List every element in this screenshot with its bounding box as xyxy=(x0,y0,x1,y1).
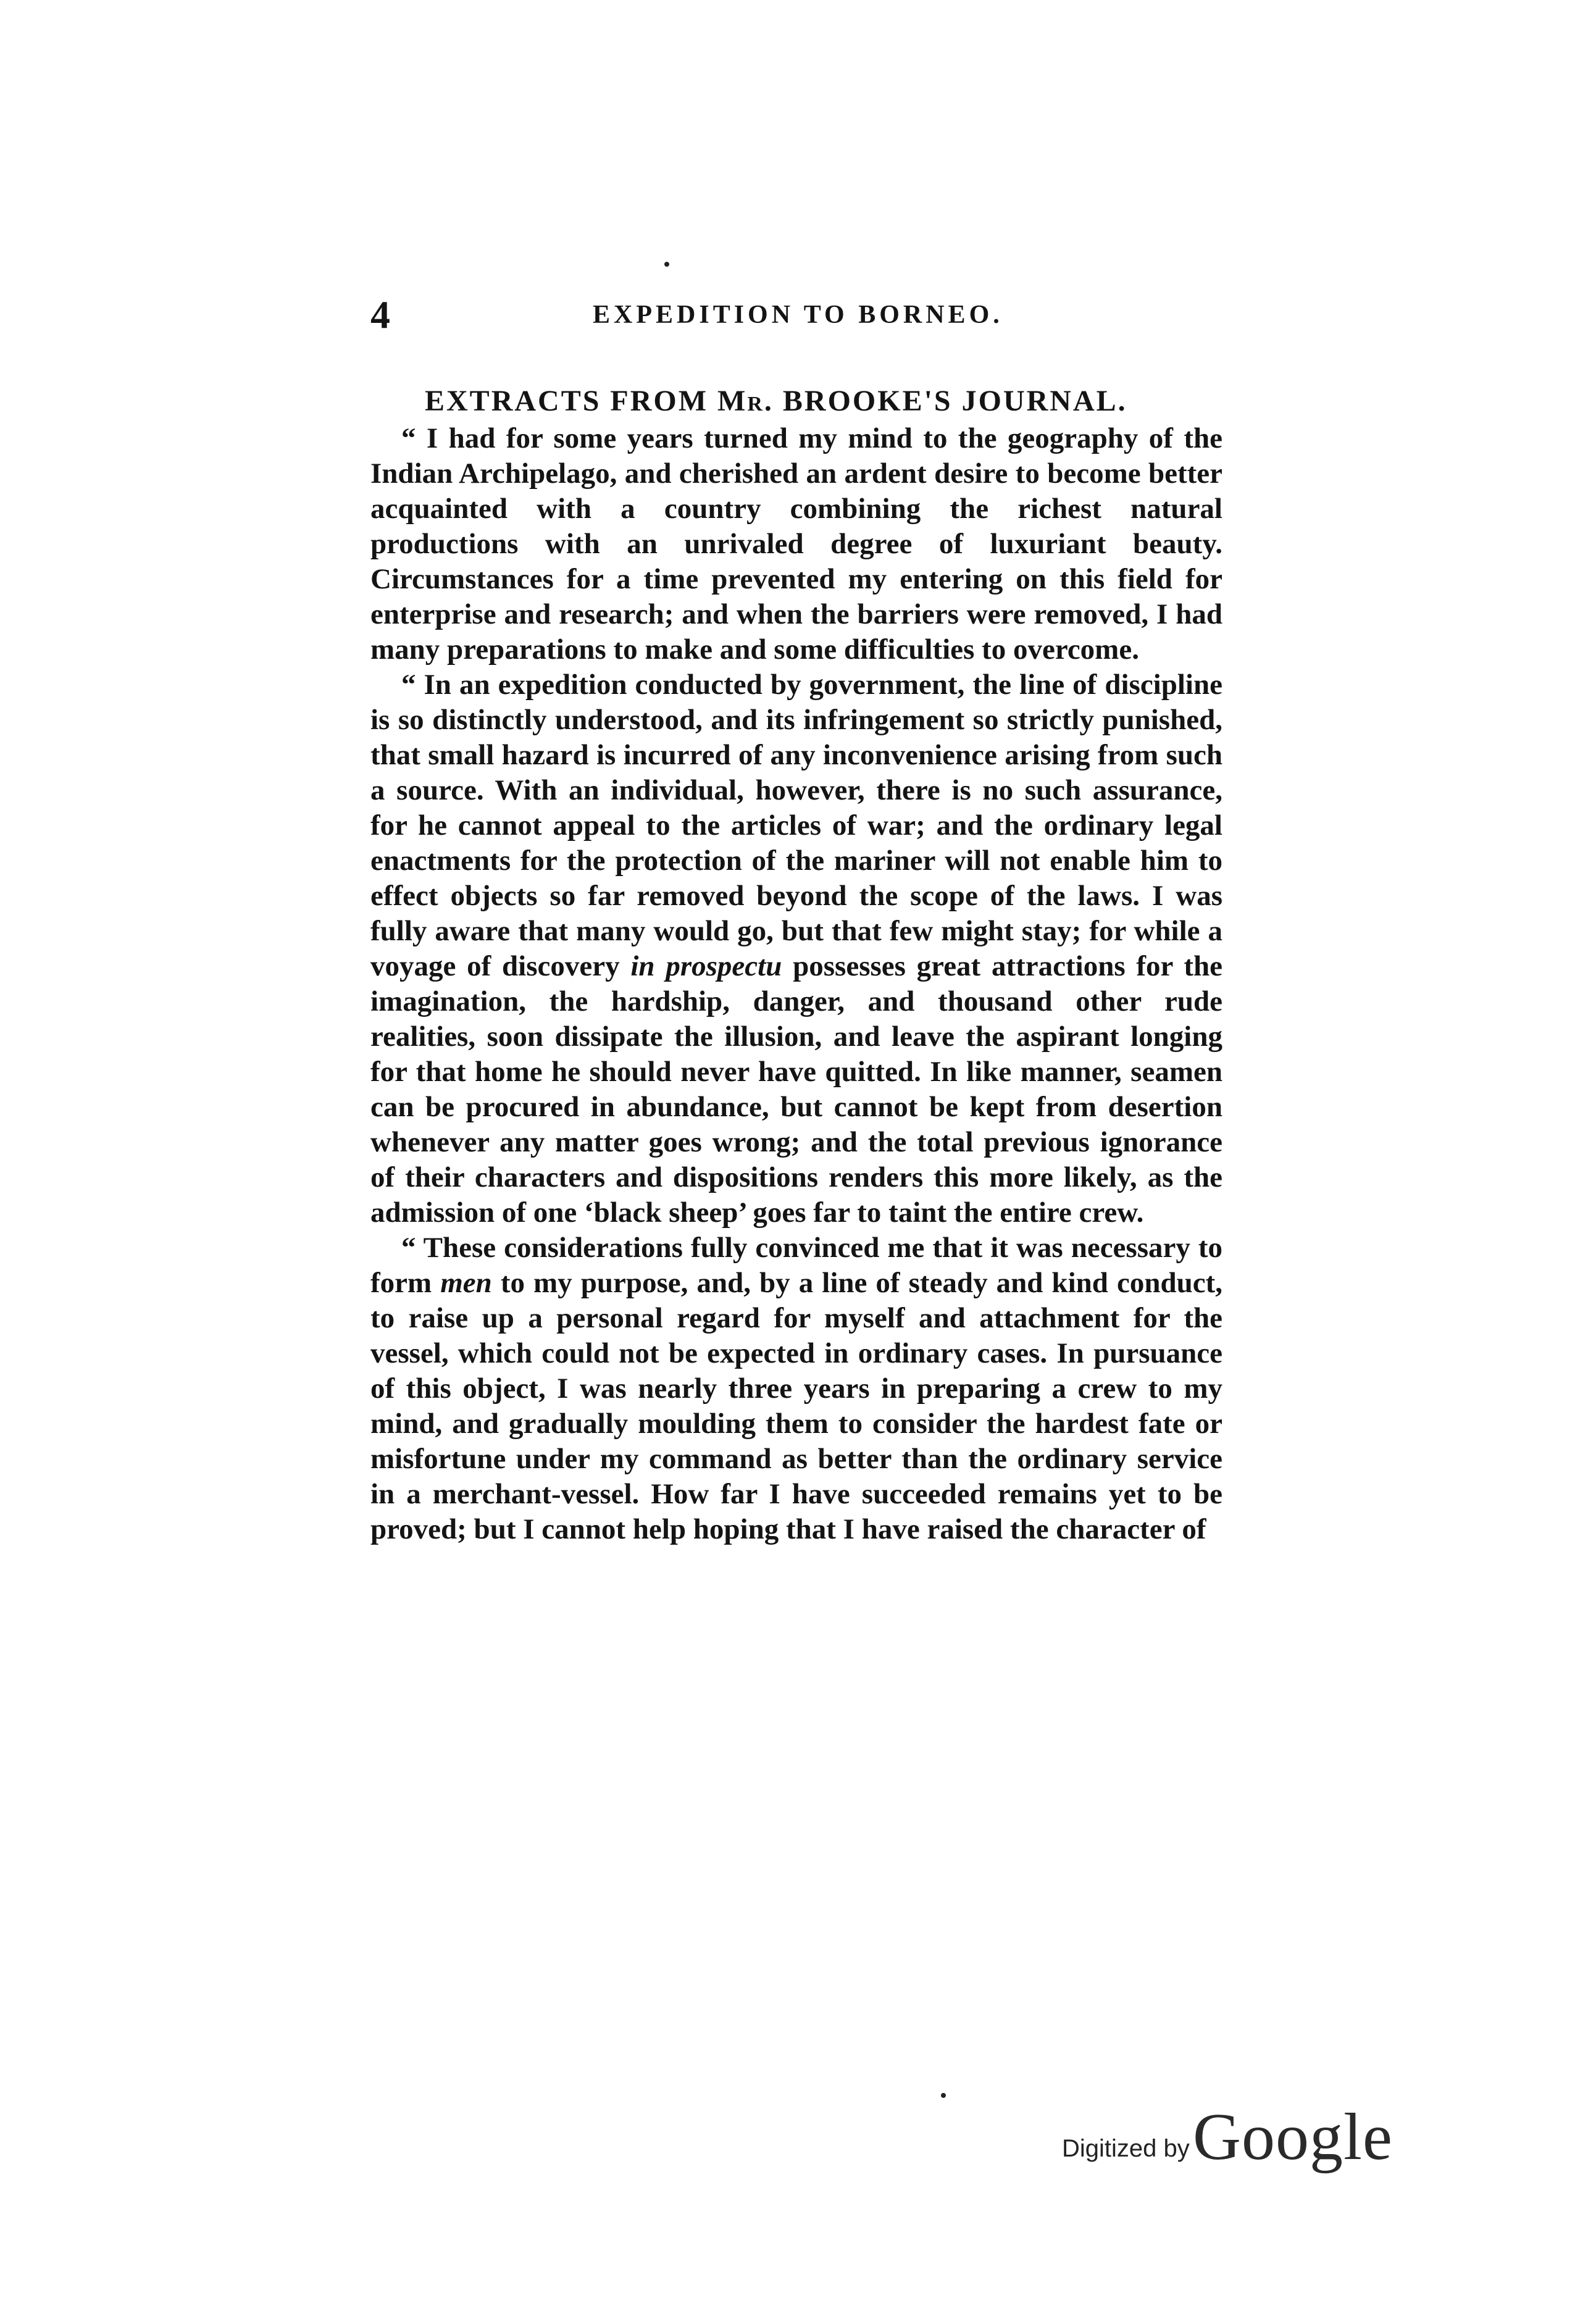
ink-speck-top xyxy=(664,262,669,267)
section-title-end: BROOKE'S JOURNAL. xyxy=(773,385,1127,417)
paragraph-2-text-end: possesses great attractions for the imagination, the hardship, danger, and thousand other rude realities, soon dissipate the illusion, and leave the aspirant longing for that home he should never have quitted. In like manner, seamen can be procured in abundance, but cannot be kept from desertion whenever any matter goes wrong; and the total previous ignorance of their characters and dispositions renders this more likely, as the admission of one ‘black sheep’ goes far to taint the entire crew. xyxy=(370,950,1222,1229)
paragraph-2 xyxy=(370,667,1222,1230)
paragraph-1: “ I had for some years turned my mind to the geography of the Indian Archipelago, and cherished an ardent desire to become better acquainted with a country combining the richest natural productions with an unrivaled degree of luxuriant beauty. Circumstances for a time prevented my entering on this field for enterprise and research; and when the barriers were removed, I had many preparations to make and some difficulties to overcome. xyxy=(370,422,1222,666)
ink-speck-bottom xyxy=(941,2093,946,2098)
digitized-by-watermark xyxy=(1062,2099,1393,2174)
google-logo: Google xyxy=(1193,2100,1393,2174)
body-text xyxy=(370,382,1222,1547)
page-header xyxy=(370,290,1235,340)
page-number: 4 xyxy=(370,293,390,336)
section-title xyxy=(370,382,1222,421)
paragraph-2-italic: in prospectu xyxy=(630,950,782,982)
paragraph-3-text-end: to my purpose, and, by a line of steady and kind conduct, to raise up a personal regard for myself and attachment for the vessel, which could not be expected in ordinary cases. In pursuance of this object, I was nearly three years in preparing a crew to my mind, and gradually moulding them to consider the hardest fate or misfortune under my command as better than the ordinary service in a merchant-vessel. How far I have succeeded remains yet to be proved; but I cannot help hoping that I have raised the character of xyxy=(370,1267,1222,1545)
running-title: EXPEDITION TO BORNEO. xyxy=(593,301,1003,329)
paragraph-3-italic: men xyxy=(440,1267,492,1299)
section-title-start: EXTRACTS FROM xyxy=(425,385,718,417)
section-title-honorific: Mr. xyxy=(717,385,774,417)
paragraph-2-text-start: “ In an expedition conducted by government, the line of discipline is so distinctly understood, and its infringement so strictly punished, that small hazard is incurred of any inconvenience arising from such a source. With an individual, however, there is no such assurance, for he cannot appeal to the articles of war; and the ordinary legal enactments for the protection of the mariner will not enable him to effect objects so far removed beyond the scope of the laws. I was fully aware that many would go, but that few might stay; for while a voyage of discovery xyxy=(370,669,1222,982)
watermark-prefix: Digitized by xyxy=(1062,2135,1190,2162)
paragraph-3-text-start: “ These considerations fully convinced me that it was necessary to form xyxy=(370,1232,1222,1299)
paragraph-3 xyxy=(370,1230,1222,1547)
